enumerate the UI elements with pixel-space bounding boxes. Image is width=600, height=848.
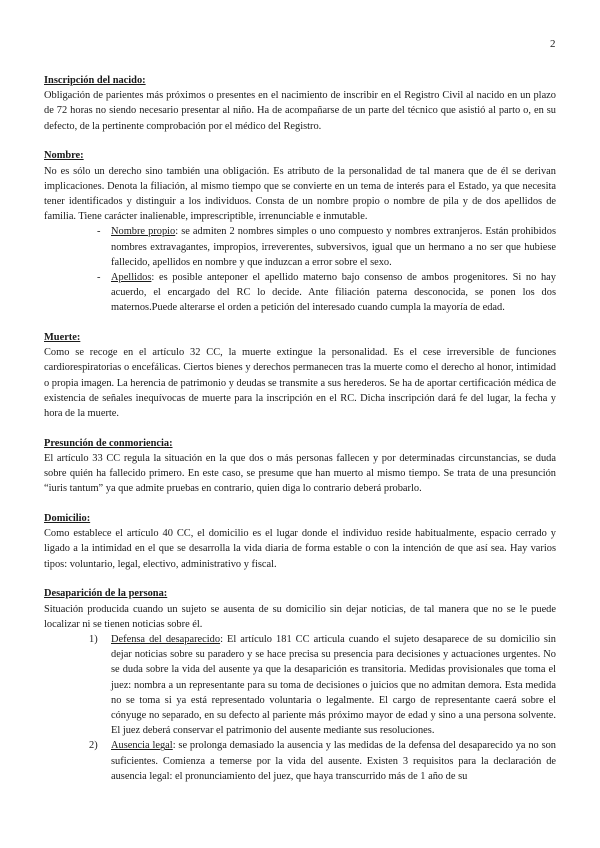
list-item-term: Apellidos (111, 271, 152, 283)
numbered-list (44, 632, 556, 784)
section-heading: Nombre: (44, 150, 84, 162)
list-item-text: : El artículo 181 CC articula cuando el sujeto desaparece de su domicilio sin dejar noticias sobre su paradero y se hace precisa su presencia para decisiones y actuaciones urgentes. No se duda sobre la vida del ausente ya que la desaparición es transitoria. Medidas provisionales que toma el juez: nombra a un representante para su toma de decisiones o juicios que no admitan demora. Esta medida no se toma si ya está representado voluntaria o legalmente. El cargo de representante caerá sobre el cónyuge no separado, en su defecto al pariente más próximo mayor de edad y sino a una persona solvente. El juez deberá conservar el patrimonio del ausente mediante sus resoluciones. (111, 634, 556, 737)
section-heading: Domicilio: (44, 513, 91, 525)
section-heading: Desaparición de la persona: (44, 588, 168, 600)
section-paragraph: El artículo 33 CC regula la situación en la que dos o más personas fallecen y por determinadas circunstancias, se duda sobre quién ha fallecido primero. En este caso, se presume que han muerto al mismo tiempo. Se trata de una presunción “iuris tantum” ya que admite pruebas en contrario, quien diga lo contrario deberá probarlo. (44, 452, 556, 495)
section-inscripcion (44, 73, 556, 134)
section-desaparicion (44, 586, 556, 784)
section-domicilio (44, 511, 556, 572)
list-item-term: Defensa del desaparecido (111, 634, 221, 645)
section-paragraph: Obligación de parientes más próximos o presentes en el nacimiento de inscribir en el Registro Civil al nacido en un plazo de 72 horas no siendo necesario presentar al niño. Ha de acompañarse de un parte del técnico que asistió al parto o, en su defecto, de la pertinente comprobación por el médico del Registro. (44, 90, 556, 132)
document-body (44, 73, 556, 799)
section-nombre (44, 148, 556, 315)
list-item-number: 2) (89, 740, 98, 752)
list-item-term: Ausencia legal (111, 740, 173, 752)
section-paragraph: Como establece el artículo 40 CC, el domicilio es el lugar donde el individuo reside habitualmente, espacio cerrado y ligado a la intimidad en el que se desarrolla la vida diaria de forma estable o con la intención de que así sea. Hay varios tipos: voluntario, legal, electivo, administrativo y fiscal. (44, 528, 556, 570)
section-heading: Muerte: (44, 332, 81, 344)
list-item (99, 270, 556, 316)
list-item-text: : se admiten 2 nombres simples o uno compuesto y nombres extranjeros. Están prohibidos nombres extravagantes, impropios, irreverentes, subversivos, igual que un hermano a no ser que hubiese fallecido, apellidos en nombre y que induzcan a error sobre el sexo. (111, 226, 556, 268)
list-item-term: Nombre propio (111, 226, 176, 238)
section-paragraph: Situación producida cuando un sujeto se ausenta de su domicilio sin dejar noticias, de tal manera que no se le puede localizar ni se tienen noticias sobre él. (44, 603, 556, 630)
list-item-number: 1) (89, 634, 98, 645)
section-muerte (44, 330, 556, 421)
list-item-text: : es posible anteponer el apellido materno bajo consenso de ambos progenitores. Si no hay acuerdo, el encargado del RC lo decide. Ante filiación paterna desconocida, se ponen los dos maternos.Puede alterarse el orden a petición del interesado cuando cumpla la mayoría de edad. (111, 271, 556, 314)
list-item (89, 632, 556, 738)
page-number: 2 (550, 38, 556, 50)
list-item (89, 738, 557, 784)
list-item (99, 224, 556, 270)
section-heading: Inscripción del nacido: (44, 75, 146, 86)
list-item-text: : se prolonga demasiado la ausencia y las medidas de la defensa del desaparecido ya no son suficientes. Comienza a temerse por la vida del ausente. Existen 3 requisitos para la declaración de ausencia legal: el pronunciamiento del juez, que haya transcurrido más de 1 año de su (111, 740, 557, 782)
section-paragraph: No es sólo un derecho sino también una obligación. Es atributo de la personalidad de tal manera que de él se derivan implicaciones. Denota la filiación, al mismo tiempo que se convierte en un tema de interés para el Estado, ya que necesita tener identificados y distinguir a los individuos. Consta de un nombre propio o nombre de pila y de dos apellidos de familia. Tiene carácter inalienable, imprescriptible, irrenunciable e inmutable. (44, 165, 556, 223)
section-paragraph: Como se recoge en el artículo 32 CC, la muerte extingue la personalidad. Es el cese irreversible de funciones cardiorespiratorias o encefálicas. Ciertos bienes y derechos permanecen tras la muerte como el derecho al honor, intimidad o propia imagen. La herencia de patrimonio y deudas se transmite a sus herederos. Se ha de aportar certificación médica de existencia de señales inequívocas de muerte para la inscripción en el RC. Dicha inscripción dará fe del lugar, la fecha y hora de la muerte. (44, 347, 556, 420)
section-heading: Presunción de conmoriencia: (44, 437, 173, 449)
section-conmoriencia (44, 436, 556, 497)
bullet-list (44, 224, 556, 315)
